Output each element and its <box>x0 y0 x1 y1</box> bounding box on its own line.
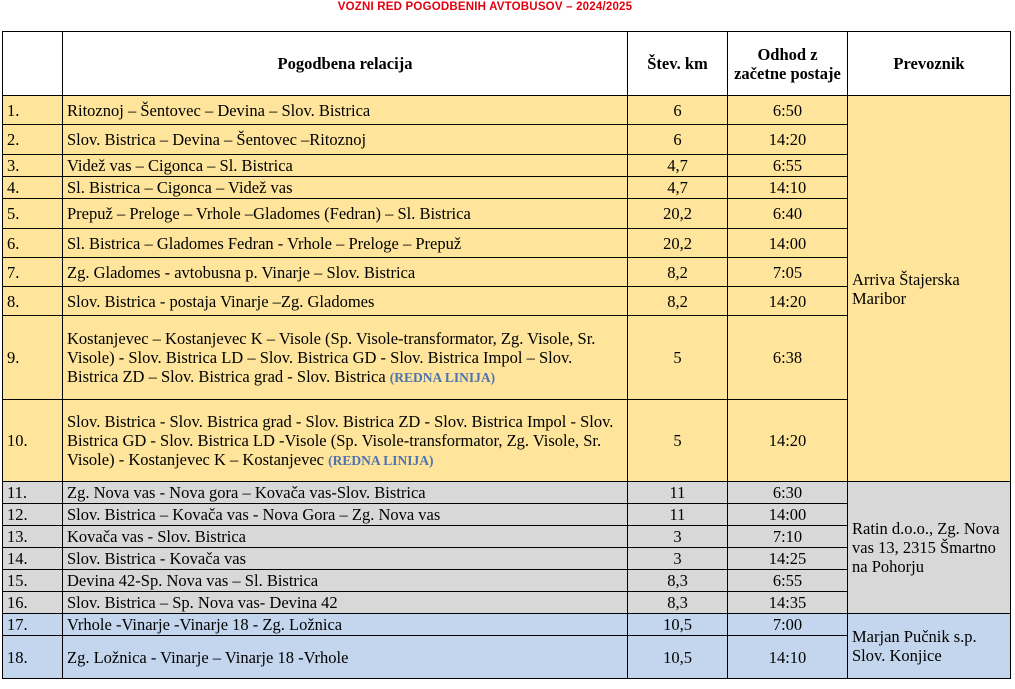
row-relation: Prepuž – Preloge – Vrhole –Gladomes (Fedran) – Sl. Bistrica <box>63 199 628 229</box>
row-departure: 14:20 <box>728 125 848 155</box>
row-number: 14. <box>3 548 63 570</box>
header-num <box>3 32 63 96</box>
row-relation: Kovača vas - Slov. Bistrica <box>63 526 628 548</box>
row-km: 11 <box>628 504 728 526</box>
row-km: 20,2 <box>628 199 728 229</box>
relation-text: Kostanjevec – Kostanjevec K – Visole (Sp. Visole-transformator, Zg. Visole, Sr. Visole) - Slov. Bistrica LD – Slov. Bistrica GD - Slov. Bistrica Impol – Slov. Bistrica ZD – Slov. Bistrica grad - Slov. Bistrica <box>67 328 596 386</box>
row-relation <box>63 400 628 482</box>
row-relation: Ritoznoj – Šentovec – Devina – Slov. Bistrica <box>63 96 628 125</box>
row-number: 3. <box>3 155 63 177</box>
header-carrier: Prevoznik <box>848 32 1011 96</box>
row-km: 8,3 <box>628 570 728 592</box>
row-number: 16. <box>3 592 63 614</box>
carrier-arriva: Arriva Štajerska Maribor <box>848 96 1011 482</box>
row-departure: 6:55 <box>728 155 848 177</box>
row-km: 8,3 <box>628 592 728 614</box>
row-relation: Slov. Bistrica - postaja Vinarje –Zg. Gladomes <box>63 287 628 316</box>
row-departure: 14:20 <box>728 287 848 316</box>
row-number: 13. <box>3 526 63 548</box>
row-relation: Slov. Bistrica – Kovača vas - Nova Gora – Zg. Nova vas <box>63 504 628 526</box>
row-departure: 7:10 <box>728 526 848 548</box>
row-departure: 6:50 <box>728 96 848 125</box>
row-km: 8,2 <box>628 287 728 316</box>
row-relation: Videž vas – Cigonca – Sl. Bistrica <box>63 155 628 177</box>
row-km: 11 <box>628 482 728 504</box>
row-km: 20,2 <box>628 229 728 258</box>
row-number: 8. <box>3 287 63 316</box>
row-km: 5 <box>628 316 728 400</box>
row-departure: 14:00 <box>728 504 848 526</box>
row-km: 8,2 <box>628 258 728 287</box>
row-departure: 6:40 <box>728 199 848 229</box>
row-departure: 14:20 <box>728 400 848 482</box>
redna-linija-note: (REDNA LINIJA) <box>328 452 434 468</box>
row-relation: Zg. Nova vas - Nova gora – Kovača vas-Slov. Bistrica <box>63 482 628 504</box>
row-number: 9. <box>3 316 63 400</box>
row-relation: Vrhole -Vinarje -Vinarje 18 - Zg. Ložnica <box>63 614 628 636</box>
row-relation: Slov. Bistrica - Kovača vas <box>63 548 628 570</box>
carrier-pucnik: Marjan Pučnik s.p. Slov. Konjice <box>848 614 1011 679</box>
row-km: 10,5 <box>628 636 728 679</box>
header-departure: Odhod z začetne postaje <box>728 32 848 96</box>
row-number: 6. <box>3 229 63 258</box>
row-km: 4,7 <box>628 177 728 199</box>
row-relation: Sl. Bistrica – Gladomes Fedran - Vrhole – Preloge – Prepuž <box>63 229 628 258</box>
carrier-ratin: Ratin d.o.o., Zg. Nova vas 13, 2315 Šmartno na Pohorju <box>848 482 1011 614</box>
row-relation: Slov. Bistrica – Sp. Nova vas- Devina 42 <box>63 592 628 614</box>
row-departure: 7:00 <box>728 614 848 636</box>
header-row <box>3 32 1011 96</box>
row-number: 11. <box>3 482 63 504</box>
row-number: 17. <box>3 614 63 636</box>
row-departure: 14:10 <box>728 177 848 199</box>
row-km: 3 <box>628 526 728 548</box>
row-departure: 14:25 <box>728 548 848 570</box>
row-number: 18. <box>3 636 63 679</box>
row-departure: 6:30 <box>728 482 848 504</box>
row-number: 7. <box>3 258 63 287</box>
row-departure: 6:38 <box>728 316 848 400</box>
table-row <box>3 482 1011 504</box>
row-departure: 14:00 <box>728 229 848 258</box>
row-km: 6 <box>628 96 728 125</box>
page-title: VOZNI RED POGODBENIH AVTOBUSOV – 2024/2025 <box>337 1 633 13</box>
row-number: 1. <box>3 96 63 125</box>
row-number: 10. <box>3 400 63 482</box>
row-relation: Zg. Ložnica - Vinarje – Vinarje 18 -Vrhole <box>63 636 628 679</box>
header-km: Štev. km <box>628 32 728 96</box>
row-relation: Slov. Bistrica – Devina – Šentovec –Ritoznoj <box>63 125 628 155</box>
row-number: 2. <box>3 125 63 155</box>
row-relation <box>63 316 628 400</box>
redna-linija-note: (REDNA LINIJA) <box>389 369 496 385</box>
row-km: 3 <box>628 548 728 570</box>
table-row <box>3 614 1011 636</box>
header-relation: Pogodbena relacija <box>63 32 628 96</box>
row-number: 4. <box>3 177 63 199</box>
row-departure: 14:35 <box>728 592 848 614</box>
row-number: 5. <box>3 199 63 229</box>
row-number: 12. <box>3 504 63 526</box>
row-number: 15. <box>3 570 63 592</box>
table-row <box>3 96 1011 125</box>
row-relation: Devina 42-Sp. Nova vas – Sl. Bistrica <box>63 570 628 592</box>
row-departure: 6:55 <box>728 570 848 592</box>
row-km: 4,7 <box>628 155 728 177</box>
row-departure: 7:05 <box>728 258 848 287</box>
row-km: 5 <box>628 400 728 482</box>
row-relation: Sl. Bistrica – Cigonca – Videž vas <box>63 177 628 199</box>
row-relation: Zg. Gladomes - avtobusna p. Vinarje – Slov. Bistrica <box>63 258 628 287</box>
timetable <box>2 31 1011 679</box>
row-km: 6 <box>628 125 728 155</box>
relation-text: Slov. Bistrica - Slov. Bistrica grad - Slov. Bistrica ZD - Slov. Bistrica Impol - Slov. Bistrica GD - Slov. Bistrica LD -Visole (Sp. Visole-transformator, Zg. Visole, Sr. Visole) - Kostanjevec K – Kostanjevec <box>67 411 614 469</box>
row-departure: 14:10 <box>728 636 848 679</box>
row-km: 10,5 <box>628 614 728 636</box>
